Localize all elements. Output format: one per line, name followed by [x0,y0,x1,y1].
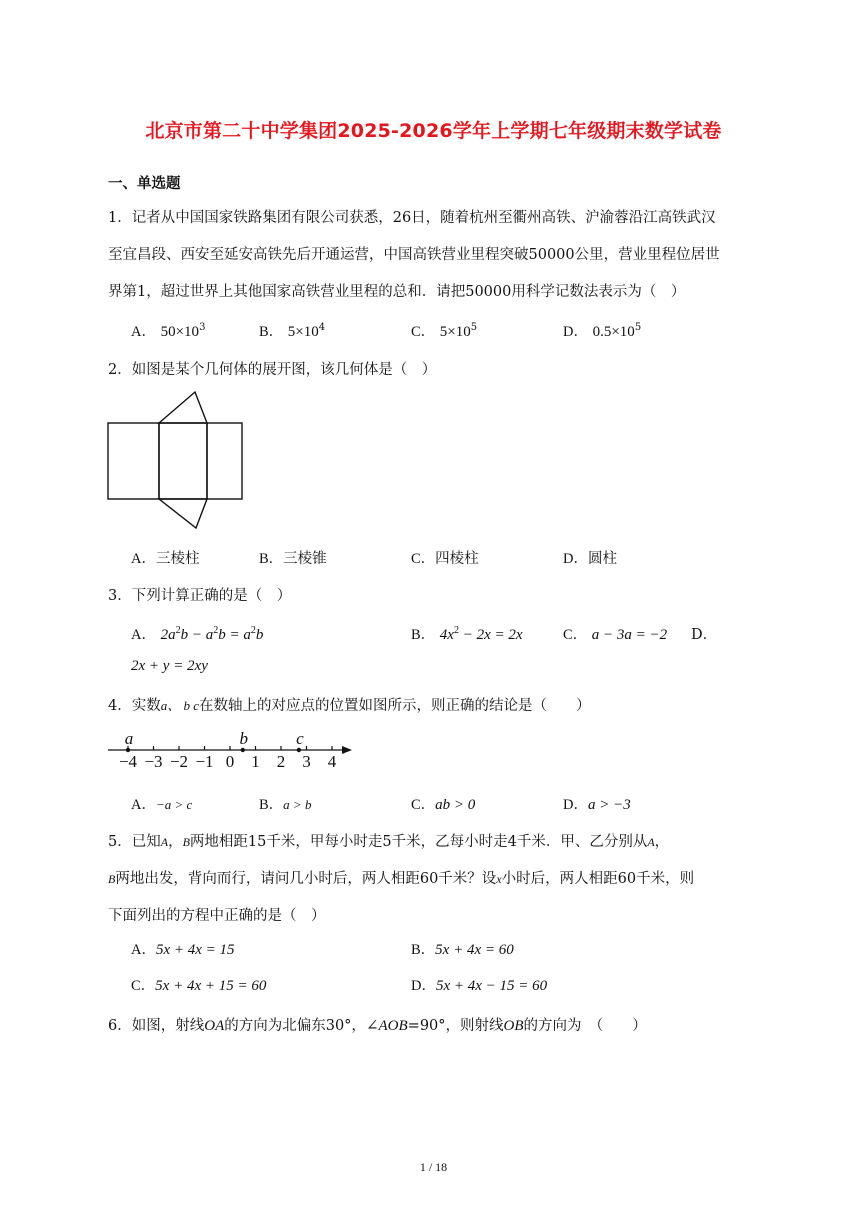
number-line-tick-label: −2 [169,752,189,771]
q2-option-a[interactable]: A．三棱柱 [131,551,200,567]
q1-line-3: 界第1，超过世界上其他国家高铁营业里程的总和．请把50000用科学记数法表示为（ ） [108,284,686,300]
q3-option-d-label[interactable]: D． [691,627,718,643]
number-line-point-b [241,748,245,752]
number-line-tick-label: 2 [276,752,286,771]
q5-line-3: 下面列出的方程中正确的是（ ） [108,908,326,924]
q1-line-1: 1．记者从中国国家铁路集团有限公司获悉，26日，随着杭州至衢州高铁、沪渝蓉沿江高铁武汉 [108,210,716,226]
q3-option-c[interactable]: C． a − 3a = −2 [563,627,668,643]
q2-option-c[interactable]: C．四棱柱 [411,551,479,567]
q5-line-1: 5．已知A，B两地相距15千米，甲每小时走5千米，乙每小时走4千米．甲、乙分别从A， [108,834,670,850]
q2-option-b[interactable]: B．三棱锥 [259,551,327,567]
q5-option-d[interactable]: D．5x + 4x − 15 = 60 [411,978,548,994]
number-line-tick-label: 1 [251,752,260,771]
number-line-point-label-a: a [124,729,134,748]
number-line-tick-label: −4 [118,752,138,771]
page-number: 1 / 18 [419,1160,448,1174]
q3-option-b[interactable]: B． $4x^2 - 2x = 2x$ [411,625,523,643]
q1-option-c[interactable]: C． $5\times 10^5$ [411,322,478,340]
net-face-right [207,423,242,499]
q5-option-c[interactable]: C．5x + 4x + 15 = 60 [131,978,267,994]
q3-option-a[interactable]: A． $2a^2b - a^2b = a^2b$ [131,625,264,643]
q4-option-b[interactable]: B．a > b [259,797,312,813]
exam-title: 北京市第二十中学集团2025-2026学年上学期七年级期末数学试卷 [145,120,722,142]
net-face-middle [159,423,207,499]
q3-option-d-expression: 2x + y = 2xy [131,658,208,674]
number-line-arrow [342,746,352,754]
net-face-left [108,423,159,499]
q4-option-c[interactable]: C．ab > 0 [411,797,476,813]
q6-line-1: 6．如图，射线OA的方向为北偏东30°，∠AOB=90°，则射线OB的方向为 （ ） [108,1018,647,1034]
number-line-point-label-c: c [296,729,304,748]
q5-option-a[interactable]: A．5x + 4x = 15 [131,942,235,958]
q4-option-a[interactable]: A．−a > c [131,797,193,813]
q5-option-b[interactable]: B．5x + 4x = 60 [411,942,514,958]
number-line-tick-label: 0 [225,752,235,771]
number-line-point-label-b: b [239,729,248,748]
q1-option-b[interactable]: B． $5\times 10^4$ [259,322,326,340]
section-heading: 一、单选题 [108,176,181,192]
net-triangle-top [159,392,207,423]
q2-option-d[interactable]: D．圆柱 [563,551,617,567]
q1-option-d[interactable]: D． $0.5\times 10^5$ [563,322,642,340]
number-line-tick-label: −3 [144,752,163,771]
number-line-tick-label: 4 [327,752,337,771]
q3-line-1: 3．下列计算正确的是（ ） [108,588,292,604]
q2-line-1: 2．如图是某个几何体的展开图，该几何体是（ ） [108,362,437,378]
number-line-point-a [126,748,130,752]
number-line-figure [100,724,360,774]
q1-line-2: 至宜昌段、西安至延安高铁先后开通运营，中国高铁营业里程突破50000公里，营业里程位居世 [108,247,720,263]
q4-option-d[interactable]: D．a > −3 [563,797,631,813]
number-line-tick-label: 3 [302,752,311,771]
q4-line-1: 4．实数a、 b c在数轴上的对应点的位置如图所示，则正确的结论是（ ） [108,698,591,714]
q1-option-a[interactable]: A． $50\times 10^3$ [131,322,206,340]
net-triangle-bottom [159,499,207,528]
number-line-tick-label: −1 [195,752,214,771]
q5-line-2: B两地出发，背向而行，请问几小时后，两人相距60千米？设x小时后，两人相距60千米，则 [108,871,695,887]
prism-net-figure [100,385,250,535]
number-line-point-c [297,748,301,752]
